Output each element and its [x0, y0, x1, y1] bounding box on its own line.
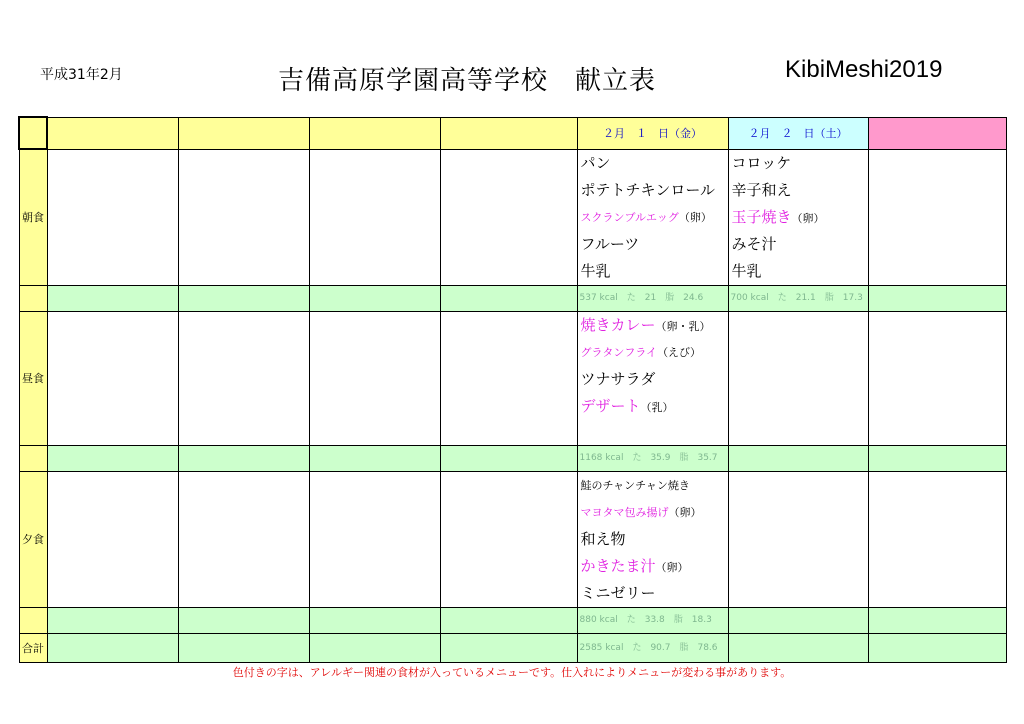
- menu-item-name: 牛乳: [731, 261, 762, 280]
- menu-item-name: かきたま汁: [580, 556, 656, 575]
- menu-item-name: 和え物: [580, 529, 626, 548]
- menu-item-name: グラタンフライ: [580, 345, 658, 359]
- menu-item-name: コロッケ: [731, 153, 792, 172]
- breakfast-sat-nutrition: [728, 285, 868, 311]
- menu-item: [578, 231, 728, 258]
- menu-item: [729, 204, 868, 231]
- menu-cell: [47, 471, 178, 607]
- nutrition-cell: [440, 445, 577, 471]
- dinner-sat-menu: [728, 471, 868, 607]
- menu-item-name: スクランブルエッグ: [580, 210, 679, 224]
- total-cell: [440, 633, 577, 662]
- menu-item-name: 玉子焼き: [731, 207, 792, 226]
- nutrition-cell: [309, 445, 440, 471]
- nutrition-cell: [440, 607, 577, 633]
- side-cell: [19, 285, 47, 311]
- allergy-tag: （卵）: [678, 210, 712, 224]
- total-row: [19, 633, 1006, 662]
- breakfast-nutrition-row: [19, 285, 1006, 311]
- lunch-nutrition-row: [19, 445, 1006, 471]
- total-cell: [178, 633, 309, 662]
- menu-table: [18, 116, 1007, 663]
- nutrition-cell: [47, 607, 178, 633]
- menu-item-name: デザート: [580, 396, 641, 415]
- dinner-fri-nutrition: [577, 607, 728, 633]
- nutrition-cell: [868, 445, 1006, 471]
- menu-item-name: ポテトチキンロール: [580, 180, 716, 199]
- menu-item: [729, 177, 868, 204]
- menu-item: [578, 204, 728, 231]
- nutrition-text: 537 kcal た 21 脂 24.6: [579, 292, 704, 303]
- brand-logo: KibiMeshi2019: [785, 56, 943, 83]
- date-col-2: [178, 117, 309, 149]
- total-text: 2585 kcal た 90.7 脂 78.6: [579, 642, 718, 653]
- menu-item: [729, 231, 868, 258]
- lunch-fri-nutrition: [577, 445, 728, 471]
- menu-item-name: パン: [580, 153, 611, 172]
- total-sat: [728, 633, 868, 662]
- menu-cell: [440, 311, 577, 445]
- menu-cell: [309, 311, 440, 445]
- nutrition-text: 700 kcal た 21.1 脂 17.3: [730, 292, 863, 303]
- menu-cell: [440, 471, 577, 607]
- date-col-4: [440, 117, 577, 149]
- menu-item: [578, 312, 728, 339]
- allergy-tag: （乳）: [640, 400, 674, 414]
- menu-cell: [178, 149, 309, 285]
- nutrition-cell: [440, 285, 577, 311]
- menu-cell: [47, 311, 178, 445]
- menu-item: [578, 393, 728, 420]
- total-label: 合計: [19, 633, 47, 662]
- allergy-note: 色付きの字は、アレルギー関連の食材が入っているメニューです。仕入れによりメニューが変わる事があります。: [232, 666, 792, 679]
- nutrition-cell: [309, 607, 440, 633]
- menu-cell: [178, 311, 309, 445]
- date-sun: [868, 117, 1006, 149]
- dinner-sat-nutrition: [728, 607, 868, 633]
- menu-cell: [309, 149, 440, 285]
- nutrition-cell: [178, 285, 309, 311]
- allergy-tag: （卵）: [668, 505, 702, 519]
- nutrition-cell: [47, 445, 178, 471]
- date-sat: ２月 ２ 日（土）: [728, 117, 868, 149]
- nutrition-cell: [868, 607, 1006, 633]
- lunch-row: [19, 311, 1006, 445]
- nutrition-text: 880 kcal た 33.8 脂 18.3: [579, 614, 712, 625]
- era-month: 平成31年2月: [40, 67, 123, 83]
- menu-item: [578, 150, 728, 177]
- menu-item: [578, 339, 728, 366]
- date-fri: ２月 １ 日（金）: [577, 117, 728, 149]
- menu-item: [578, 499, 728, 526]
- breakfast-sat-menu: [728, 149, 868, 285]
- nutrition-text: 1168 kcal た 35.9 脂 35.7: [579, 452, 718, 463]
- total-fri: [577, 633, 728, 662]
- allergy-tag: （卵）: [655, 560, 689, 574]
- menu-cell: [868, 149, 1006, 285]
- dinner-row: [19, 471, 1006, 607]
- side-cell: [19, 607, 47, 633]
- lunch-label: 昼食: [19, 311, 47, 445]
- total-cell: [47, 633, 178, 662]
- menu-cell: [868, 471, 1006, 607]
- breakfast-fri-nutrition: [577, 285, 728, 311]
- menu-cell: [868, 311, 1006, 445]
- menu-item: [729, 258, 868, 285]
- page-title: 吉備高原学園高等学校 献立表: [278, 66, 657, 96]
- breakfast-fri-menu: [577, 149, 728, 285]
- menu-cell: [178, 471, 309, 607]
- date-col-1: [47, 117, 178, 149]
- menu-item-name: 牛乳: [580, 261, 611, 280]
- total-cell: [868, 633, 1006, 662]
- menu-item: [578, 580, 728, 607]
- menu-item-name: 焼きカレー: [580, 315, 656, 334]
- nutrition-cell: [868, 285, 1006, 311]
- menu-cell: [440, 149, 577, 285]
- allergy-tag: （えび）: [657, 345, 702, 359]
- menu-item: [578, 366, 728, 393]
- allergy-tag: （卵・乳）: [655, 319, 711, 333]
- breakfast-row: [19, 149, 1006, 285]
- nutrition-cell: [178, 445, 309, 471]
- menu-item: [578, 526, 728, 553]
- nutrition-cell: [47, 285, 178, 311]
- menu-item-name: みそ汁: [731, 234, 777, 253]
- corner-cell: [19, 117, 47, 149]
- menu-cell: [47, 149, 178, 285]
- nutrition-cell: [309, 285, 440, 311]
- menu-item: [578, 258, 728, 285]
- lunch-sat-nutrition: [728, 445, 868, 471]
- menu-item-name: フルーツ: [580, 234, 640, 253]
- dinner-fri-menu: [577, 471, 728, 607]
- menu-item: [578, 472, 728, 499]
- nutrition-cell: [178, 607, 309, 633]
- menu-cell: [309, 471, 440, 607]
- dinner-nutrition-row: [19, 607, 1006, 633]
- total-cell: [309, 633, 440, 662]
- dinner-label: 夕食: [19, 471, 47, 607]
- menu-item: [578, 177, 728, 204]
- menu-item: [729, 150, 868, 177]
- allergy-tag: （卵）: [791, 211, 825, 225]
- breakfast-label: 朝食: [19, 149, 47, 285]
- menu-item-name: ツナサラダ: [580, 369, 656, 388]
- menu-item-name: ミニゼリー: [580, 583, 656, 602]
- menu-item-name: 鮭のチャンチャン焼き: [580, 478, 690, 492]
- menu-item: [578, 553, 728, 580]
- date-header-row: [19, 117, 1006, 149]
- side-cell: [19, 445, 47, 471]
- date-col-3: [309, 117, 440, 149]
- menu-item-name: マヨタマ包み揚げ: [580, 505, 669, 519]
- lunch-sat-menu: [728, 311, 868, 445]
- menu-item-name: 辛子和え: [731, 180, 792, 199]
- lunch-fri-menu: [577, 311, 728, 445]
